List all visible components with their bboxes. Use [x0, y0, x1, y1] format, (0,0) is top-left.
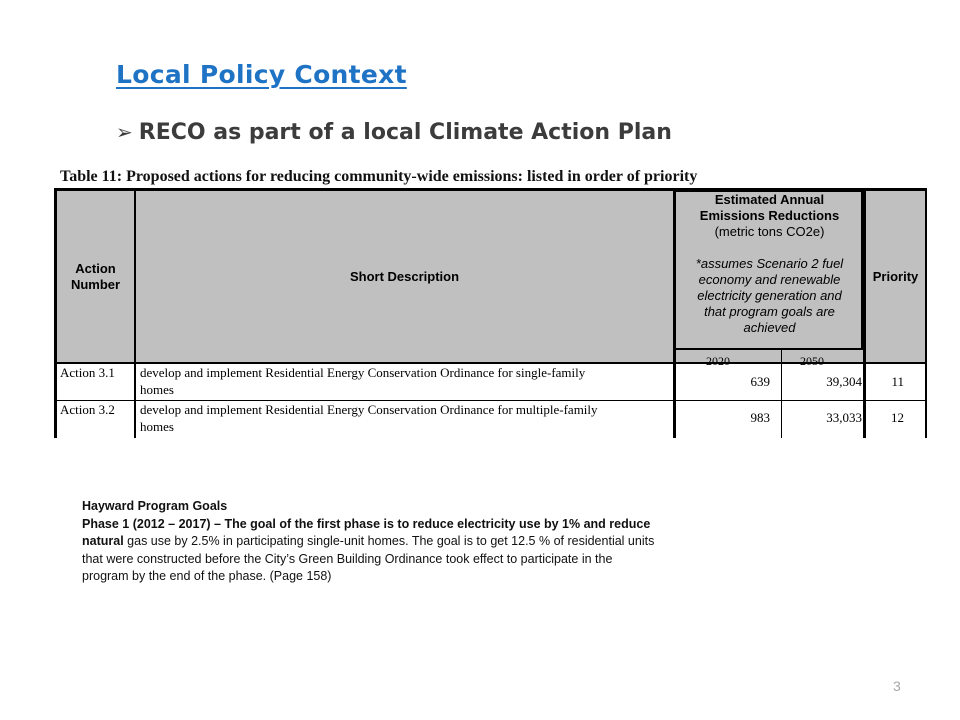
goals-line: that were constructed before the City’s Green Building Ordinance took effect to participate in the — [82, 551, 613, 566]
action-number-cell: Action 3.1 — [60, 365, 115, 380]
page-number: 3 — [893, 678, 901, 694]
goals-line: natural gas use by 2.5% in participating single-unit homes. The goal is to get 12.5 % of residential units — [82, 534, 655, 548]
reduction-2020-cell: 983 — [750, 410, 770, 425]
reduction-2050-cell: 33,033 — [826, 410, 862, 425]
goals-line: program by the end of the phase. (Page 158) — [82, 569, 332, 583]
description-cell: develop and implement Residential Energy Conservation Ordinance for multiple-family homes — [140, 402, 598, 434]
header-year-2020: 2020 — [706, 354, 730, 368]
priority-cell: 11 — [891, 374, 904, 389]
goals-heading: Hayward Program Goals — [82, 499, 228, 513]
program-goals — [82, 498, 822, 586]
slide-title: Local Policy Context — [116, 60, 407, 89]
header-action-number: Action Number — [70, 260, 121, 292]
header-short-description: Short Description — [349, 268, 460, 284]
table-caption: Table 11: Proposed actions for reducing community-wide emissions: listed in order of priority — [60, 168, 698, 185]
priority-cell: 12 — [891, 410, 904, 425]
header-estimated-reductions: Estimated Annual Emissions Reductions (metric tons CO2e) *assumes Scenario 2 fuel economy and renewable electricity generation and that program goals are achieved — [695, 192, 844, 335]
description-cell: develop and implement Residential Energy Conservation Ordinance for single-family homes — [140, 365, 586, 397]
bullet-point — [116, 120, 672, 145]
reduction-2020-cell: 639 — [750, 374, 770, 389]
goals-line: Phase 1 (2012 – 2017) – The goal of the first phase is to reduce electricity use by 1% and reduce — [82, 516, 651, 531]
action-number-cell: Action 3.2 — [60, 402, 115, 417]
header-year-2050: 2050 — [800, 354, 824, 368]
reduction-2050-cell: 39,304 — [826, 374, 862, 389]
arrow-bullet-icon: ➢ — [116, 120, 133, 144]
header-priority: Priority — [872, 268, 919, 284]
bullet-text: RECO as part of a local Climate Action Plan — [138, 120, 672, 145]
